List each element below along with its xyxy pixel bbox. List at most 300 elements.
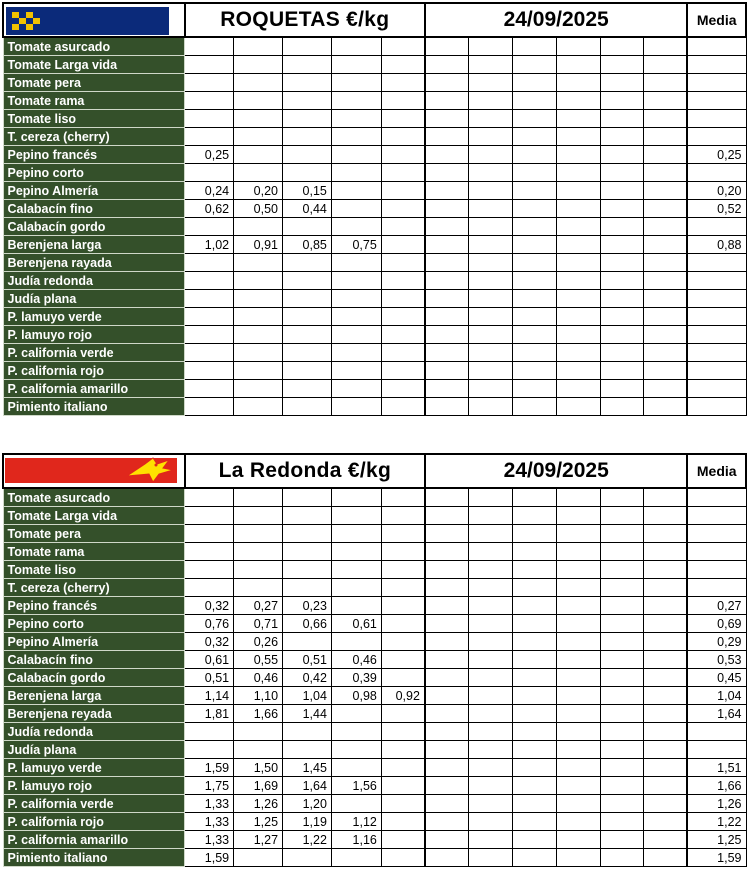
price-cell: 1,02: [185, 236, 234, 254]
price-cell: [381, 326, 425, 344]
price-row: [3, 687, 746, 705]
price-cell: [425, 741, 469, 759]
price-cell: [600, 128, 644, 146]
price-cell: [512, 687, 557, 705]
price-cell: [644, 741, 688, 759]
price-cell: [557, 759, 601, 777]
average-price-cell: [687, 290, 746, 308]
price-cell: [557, 272, 601, 290]
product-name: Berenjena larga: [3, 236, 185, 254]
price-cell: [282, 254, 331, 272]
price-cell: [381, 110, 425, 128]
price-cell: [557, 543, 601, 561]
price-row: [3, 398, 746, 416]
price-cell: [425, 218, 469, 236]
price-cell: [185, 723, 234, 741]
price-cell: [600, 380, 644, 398]
price-cell: [557, 561, 601, 579]
price-cell: [282, 128, 331, 146]
price-cell: 1,75: [185, 777, 234, 795]
price-row: [3, 777, 746, 795]
price-cell: 1,33: [185, 795, 234, 813]
price-row: [3, 597, 746, 615]
price-cell: [557, 849, 601, 867]
price-cell: [644, 651, 688, 669]
price-cell: [331, 543, 381, 561]
price-cell: [512, 741, 557, 759]
price-cell: [425, 308, 469, 326]
price-cell: [557, 705, 601, 723]
price-cell: [557, 795, 601, 813]
price-row: [3, 633, 746, 651]
market-title: La Redonda €/kg: [185, 454, 425, 488]
price-cell: [600, 795, 644, 813]
price-cell: [331, 254, 381, 272]
product-name: Tomate pera: [3, 525, 185, 543]
price-cell: [185, 488, 234, 507]
price-cell: 1,44: [283, 705, 332, 723]
price-cell: [381, 56, 425, 74]
price-cell: 1,45: [283, 759, 332, 777]
price-cell: [234, 164, 283, 182]
price-cell: [600, 633, 644, 651]
price-cell: [469, 759, 513, 777]
price-cell: [468, 110, 512, 128]
price-cell: [425, 813, 469, 831]
price-row: [3, 110, 746, 128]
price-cell: [234, 579, 283, 597]
price-cell: [512, 561, 557, 579]
product-name: Calabacín fino: [3, 200, 185, 218]
price-cell: [331, 200, 381, 218]
average-price-cell: 0,20: [687, 182, 746, 200]
price-cell: 0,71: [234, 615, 283, 633]
average-price-cell: [687, 507, 746, 525]
price-cell: [512, 488, 557, 507]
average-price-cell: 1,22: [687, 813, 746, 831]
average-price-cell: 1,64: [687, 705, 746, 723]
price-cell: [468, 74, 512, 92]
average-price-cell: [687, 254, 746, 272]
price-cell: [469, 741, 513, 759]
price-cell: 0,51: [185, 669, 234, 687]
price-cell: [185, 56, 234, 74]
product-name: P. lamuyo rojo: [3, 777, 185, 795]
price-cell: [331, 308, 381, 326]
price-cell: [425, 74, 469, 92]
price-cell: [512, 146, 557, 164]
price-cell: [331, 272, 381, 290]
price-cell: [282, 92, 331, 110]
price-cell: [557, 326, 601, 344]
price-cell: [331, 759, 381, 777]
price-cell: [600, 579, 644, 597]
average-price-cell: 0,52: [687, 200, 746, 218]
price-row: [3, 507, 746, 525]
price-cell: [468, 290, 512, 308]
price-cell: [381, 633, 425, 651]
price-cell: [425, 380, 469, 398]
price-cell: [468, 398, 512, 416]
price-cell: [644, 362, 688, 380]
price-cell: [557, 380, 601, 398]
price-cell: [282, 290, 331, 308]
price-cell: [331, 741, 381, 759]
price-cell: 1,66: [234, 705, 283, 723]
price-cell: [512, 777, 557, 795]
price-cell: [425, 597, 469, 615]
price-cell: [331, 92, 381, 110]
price-cell: [331, 597, 381, 615]
price-cell: [644, 164, 688, 182]
price-cell: [644, 254, 688, 272]
price-cell: [381, 128, 425, 146]
price-cell: [644, 849, 688, 867]
price-cell: [234, 344, 283, 362]
price-cell: [557, 633, 601, 651]
price-cell: 0,85: [282, 236, 331, 254]
price-cell: [512, 651, 557, 669]
price-cell: [600, 398, 644, 416]
price-cell: 0,51: [283, 651, 332, 669]
price-cell: [644, 579, 688, 597]
price-cell: [512, 723, 557, 741]
price-cell: [600, 561, 644, 579]
price-cell: [425, 488, 469, 507]
price-row: [3, 128, 746, 146]
table-header-row: [3, 454, 746, 488]
price-row: [3, 651, 746, 669]
price-cell: [644, 525, 688, 543]
price-cell: [557, 236, 601, 254]
price-cell: [381, 669, 425, 687]
price-cell: 0,50: [234, 200, 283, 218]
price-cell: [557, 579, 601, 597]
price-cell: [600, 326, 644, 344]
price-row: [3, 579, 746, 597]
price-cell: 0,46: [234, 669, 283, 687]
price-cell: [557, 362, 601, 380]
price-cell: [600, 92, 644, 110]
price-cell: [600, 705, 644, 723]
media-column-header: Media: [687, 454, 746, 488]
price-cell: [381, 759, 425, 777]
price-cell: [512, 362, 557, 380]
price-cell: [644, 507, 688, 525]
price-cell: [185, 380, 234, 398]
price-cell: [600, 597, 644, 615]
average-price-cell: 0,53: [687, 651, 746, 669]
average-price-cell: [687, 110, 746, 128]
price-row: [3, 741, 746, 759]
price-cell: [469, 561, 513, 579]
price-cell: [425, 398, 469, 416]
product-name: P. california rojo: [3, 813, 185, 831]
average-price-cell: 1,25: [687, 831, 746, 849]
average-price-cell: [687, 92, 746, 110]
price-cell: [600, 218, 644, 236]
price-cell: [185, 326, 234, 344]
price-cell: [468, 200, 512, 218]
price-cell: [600, 290, 644, 308]
price-cell: [381, 362, 425, 380]
price-cell: [425, 326, 469, 344]
price-cell: [283, 633, 332, 651]
product-name: Calabacín gordo: [3, 218, 185, 236]
price-cell: [283, 507, 332, 525]
price-row: [3, 561, 746, 579]
price-cell: [425, 543, 469, 561]
price-cell: 0,27: [234, 597, 283, 615]
price-cell: [644, 218, 688, 236]
price-cell: 1,10: [234, 687, 283, 705]
price-cell: [512, 164, 557, 182]
price-row: [3, 272, 746, 290]
price-cell: [600, 669, 644, 687]
product-name: Calabacín fino: [3, 651, 185, 669]
price-cell: 0,25: [185, 146, 234, 164]
price-cell: [644, 37, 688, 56]
price-cell: [600, 200, 644, 218]
price-cell: [557, 56, 601, 74]
price-cell: [185, 543, 234, 561]
price-cell: [185, 218, 234, 236]
average-price-cell: [687, 326, 746, 344]
price-cell: [234, 507, 283, 525]
price-cell: [469, 651, 513, 669]
product-name: P. california amarillo: [3, 380, 185, 398]
price-cell: [469, 777, 513, 795]
table-header-row: [3, 3, 746, 37]
price-cell: [600, 543, 644, 561]
price-cell: [331, 56, 381, 74]
price-cell: [600, 759, 644, 777]
price-cell: [468, 146, 512, 164]
price-cell: 1,33: [185, 813, 234, 831]
price-row: [3, 308, 746, 326]
price-cell: [557, 669, 601, 687]
price-cell: [331, 380, 381, 398]
price-cell: [468, 56, 512, 74]
price-cell: [283, 488, 332, 507]
price-cell: [600, 723, 644, 741]
price-cell: [381, 777, 425, 795]
price-cell: [381, 218, 425, 236]
price-cell: [644, 488, 688, 507]
average-price-cell: [687, 272, 746, 290]
price-row: [3, 200, 746, 218]
price-cell: [185, 164, 234, 182]
price-cell: [234, 146, 283, 164]
price-cell: [331, 579, 381, 597]
market-title: ROQUETAS €/kg: [185, 3, 425, 37]
price-cell: 1,69: [234, 777, 283, 795]
price-cell: [644, 633, 688, 651]
price-cell: [557, 723, 601, 741]
price-cell: [381, 254, 425, 272]
price-cell: [283, 579, 332, 597]
price-cell: [381, 813, 425, 831]
price-cell: [425, 200, 469, 218]
price-cell: [469, 795, 513, 813]
price-cell: [512, 56, 557, 74]
price-cell: 0,44: [282, 200, 331, 218]
price-cell: [512, 110, 557, 128]
price-cell: 1,50: [234, 759, 283, 777]
price-cell: [469, 579, 513, 597]
price-cell: [557, 128, 601, 146]
price-cell: [644, 92, 688, 110]
price-cell: [425, 164, 469, 182]
average-price-cell: 1,66: [687, 777, 746, 795]
price-cell: [185, 308, 234, 326]
price-cell: 1,14: [185, 687, 234, 705]
price-cell: [512, 308, 557, 326]
price-cell: [644, 813, 688, 831]
price-cell: [644, 236, 688, 254]
average-price-cell: [687, 74, 746, 92]
price-cell: [644, 344, 688, 362]
price-cell: [185, 525, 234, 543]
price-cell: [600, 651, 644, 669]
price-cell: [185, 272, 234, 290]
product-name: P. lamuyo rojo: [3, 326, 185, 344]
price-cell: [512, 507, 557, 525]
price-cell: [283, 525, 332, 543]
price-cell: [600, 831, 644, 849]
average-price-cell: 1,26: [687, 795, 746, 813]
price-cell: [468, 182, 512, 200]
price-cell: [644, 56, 688, 74]
price-cell: 1,19: [283, 813, 332, 831]
price-cell: [381, 37, 425, 56]
price-cell: [557, 615, 601, 633]
price-cell: [331, 164, 381, 182]
product-name: Tomate Larga vida: [3, 56, 185, 74]
average-price-cell: [687, 579, 746, 597]
price-cell: 1,56: [331, 777, 381, 795]
price-cell: [381, 831, 425, 849]
price-cell: [557, 146, 601, 164]
price-cell: [185, 92, 234, 110]
price-cell: [600, 687, 644, 705]
price-cell: 0,26: [234, 633, 283, 651]
price-cell: [234, 74, 283, 92]
price-cell: [331, 326, 381, 344]
product-name: Pimiento italiano: [3, 849, 185, 867]
price-cell: [331, 705, 381, 723]
price-cell: [600, 146, 644, 164]
price-cell: [600, 182, 644, 200]
price-cell: [557, 110, 601, 128]
price-cell: [234, 525, 283, 543]
price-cell: [425, 651, 469, 669]
average-price-cell: [687, 218, 746, 236]
price-cell: [381, 74, 425, 92]
price-cell: [282, 380, 331, 398]
price-cell: [557, 308, 601, 326]
bird-emblem-icon: [123, 456, 177, 484]
price-cell: [557, 488, 601, 507]
price-cell: [512, 795, 557, 813]
price-cell: [185, 74, 234, 92]
price-cell: [425, 723, 469, 741]
price-cell: [282, 74, 331, 92]
product-name: Tomate liso: [3, 110, 185, 128]
price-cell: [512, 344, 557, 362]
price-cell: 1,64: [283, 777, 332, 795]
price-cell: [234, 254, 283, 272]
price-cell: [557, 182, 601, 200]
price-cell: [282, 362, 331, 380]
product-name: Pepino francés: [3, 597, 185, 615]
price-cell: [512, 236, 557, 254]
price-row: [3, 254, 746, 272]
price-cell: [468, 92, 512, 110]
price-cell: [331, 507, 381, 525]
price-cell: 1,22: [283, 831, 332, 849]
price-cell: [282, 326, 331, 344]
price-cell: [644, 272, 688, 290]
price-cell: 0,32: [185, 597, 234, 615]
product-name: Calabacín gordo: [3, 669, 185, 687]
price-cell: [381, 146, 425, 164]
average-price-cell: 1,51: [687, 759, 746, 777]
price-row: [3, 488, 746, 507]
price-cell: [425, 254, 469, 272]
price-cell: 1,81: [185, 705, 234, 723]
price-cell: [185, 37, 234, 56]
price-cell: [425, 759, 469, 777]
price-cell: [425, 687, 469, 705]
roquetas-price-table: [2, 2, 747, 416]
price-row: [3, 146, 746, 164]
price-cell: [234, 218, 283, 236]
price-cell: [234, 380, 283, 398]
price-row: [3, 326, 746, 344]
price-cell: [331, 849, 381, 867]
product-name: Judía plana: [3, 290, 185, 308]
price-cell: 0,61: [185, 651, 234, 669]
price-cell: [425, 705, 469, 723]
average-price-cell: [687, 56, 746, 74]
price-cell: [469, 849, 513, 867]
average-price-cell: 0,25: [687, 146, 746, 164]
price-cell: [425, 272, 469, 290]
product-name: Judía plana: [3, 741, 185, 759]
price-row: [3, 525, 746, 543]
report-date: 24/09/2025: [425, 454, 688, 488]
price-cell: [282, 308, 331, 326]
average-price-cell: 0,88: [687, 236, 746, 254]
price-cell: [600, 344, 644, 362]
price-cell: [331, 633, 381, 651]
price-cell: [469, 633, 513, 651]
price-cell: [381, 236, 425, 254]
price-cell: [644, 74, 688, 92]
price-cell: 0,23: [283, 597, 332, 615]
price-cell: 0,91: [234, 236, 283, 254]
average-price-cell: [687, 362, 746, 380]
product-name: Tomate asurcado: [3, 37, 185, 56]
price-cell: 0,62: [185, 200, 234, 218]
price-cell: [381, 723, 425, 741]
price-cell: [644, 705, 688, 723]
price-cell: 0,75: [331, 236, 381, 254]
price-cell: [425, 92, 469, 110]
price-cell: [282, 56, 331, 74]
price-cell: [234, 362, 283, 380]
